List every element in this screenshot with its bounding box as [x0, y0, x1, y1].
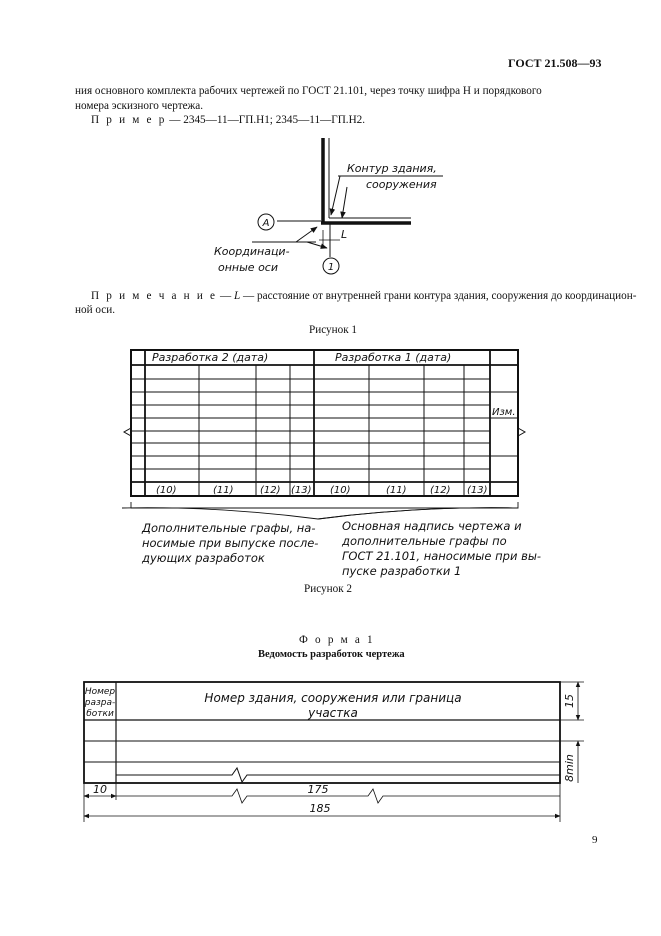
- dim-175-label: 175: [307, 783, 329, 796]
- axis-1-label: 1: [327, 262, 335, 273]
- right-note-4: пуске разработки 1: [342, 564, 462, 578]
- form-label: Ф о р м а 1: [299, 634, 375, 646]
- dim-15-label: 15: [563, 694, 576, 708]
- figure-2-labels: [141, 351, 541, 578]
- figure-1-caption: Рисунок 1: [309, 324, 358, 336]
- col-label-11b: (11): [386, 485, 407, 496]
- left-note-3: дующих разработок: [142, 551, 265, 565]
- figure-2-table: [122, 350, 525, 519]
- contour-leader: [331, 176, 340, 215]
- dim-l-label: L: [341, 228, 348, 241]
- dev1-header: Разработка 1 (дата): [335, 351, 452, 364]
- col-label-10b: (10): [330, 485, 351, 496]
- table-frame: [131, 350, 518, 496]
- right-note-1: Основная надпись чертежа и: [342, 519, 522, 533]
- form-col1-header-1: Номер: [84, 687, 116, 697]
- form-col2-header-1: Номер здания, сооружения или граница: [204, 691, 462, 705]
- right-note-3: ГОСТ 21.101, наносимые при вы-: [342, 549, 542, 563]
- dim-175: [116, 789, 560, 803]
- col-label-11a: (11): [213, 485, 234, 496]
- standard-code: ГОСТ 21.508—93: [508, 56, 602, 70]
- note-label: П р и м е ч а н и е: [91, 290, 218, 302]
- coord-label-1: Координаци-: [214, 245, 290, 258]
- note-line-2: ной оси.: [75, 304, 115, 316]
- brace-left: [122, 508, 518, 519]
- left-note-1: Дополнительные графы, на-: [142, 521, 316, 535]
- coord-leader: [296, 227, 317, 242]
- brace-right: [318, 508, 518, 519]
- figure-2-caption: Рисунок 2: [304, 583, 353, 595]
- dim-10-label: 10: [93, 783, 107, 796]
- col-label-13b: (13): [467, 485, 488, 496]
- note-line-1: П р и м е ч а н и е — L — расстояние от внутренней грани контура здания, сооружения до координацион-: [91, 290, 637, 302]
- example-text: — 2345—11—ГП.Н1; 2345—11—ГП.Н2.: [166, 114, 366, 126]
- right-note-2: дополнительные графы по: [342, 534, 507, 548]
- left-note-2: носимые при выпуске после-: [142, 536, 319, 550]
- izm-label: Изм.: [492, 407, 516, 418]
- note-symbol-l: L: [234, 290, 241, 302]
- dim-185-label: 185: [309, 802, 331, 815]
- dev2-header: Разработка 2 (дата): [152, 351, 269, 364]
- coord-label-2: онные оси: [218, 261, 278, 274]
- form-col2-header-2: участка: [308, 706, 358, 720]
- col-label-12a: (12): [260, 485, 281, 496]
- break-mark-right: [518, 428, 525, 436]
- contour-label-1: Контур здания,: [347, 162, 437, 175]
- col-label-12b: (12): [430, 485, 451, 496]
- form-col1-header-3: ботки: [86, 709, 114, 719]
- intro-line-1: ния основного комплекта рабочих чертежей по ГОСТ 21.101, через точку шифра Н и порядкового: [75, 85, 542, 97]
- page-number: 9: [592, 834, 598, 846]
- form-title: Ведомость разработок чертежа: [258, 649, 405, 660]
- break-mark-left: [124, 428, 131, 436]
- form-col1-header-2: разра-: [84, 698, 116, 708]
- contour-label-2: сооружения: [366, 178, 437, 191]
- axis-a-label: A: [262, 218, 270, 229]
- break-row: [116, 768, 560, 782]
- intro-line-2: номера эскизного чертежа.: [75, 100, 204, 112]
- col-label-10a: (10): [156, 485, 177, 496]
- col-label-13a: (13): [291, 485, 312, 496]
- dim-8min-label: 8min: [563, 754, 576, 782]
- example-label: П р и м е р: [91, 114, 167, 126]
